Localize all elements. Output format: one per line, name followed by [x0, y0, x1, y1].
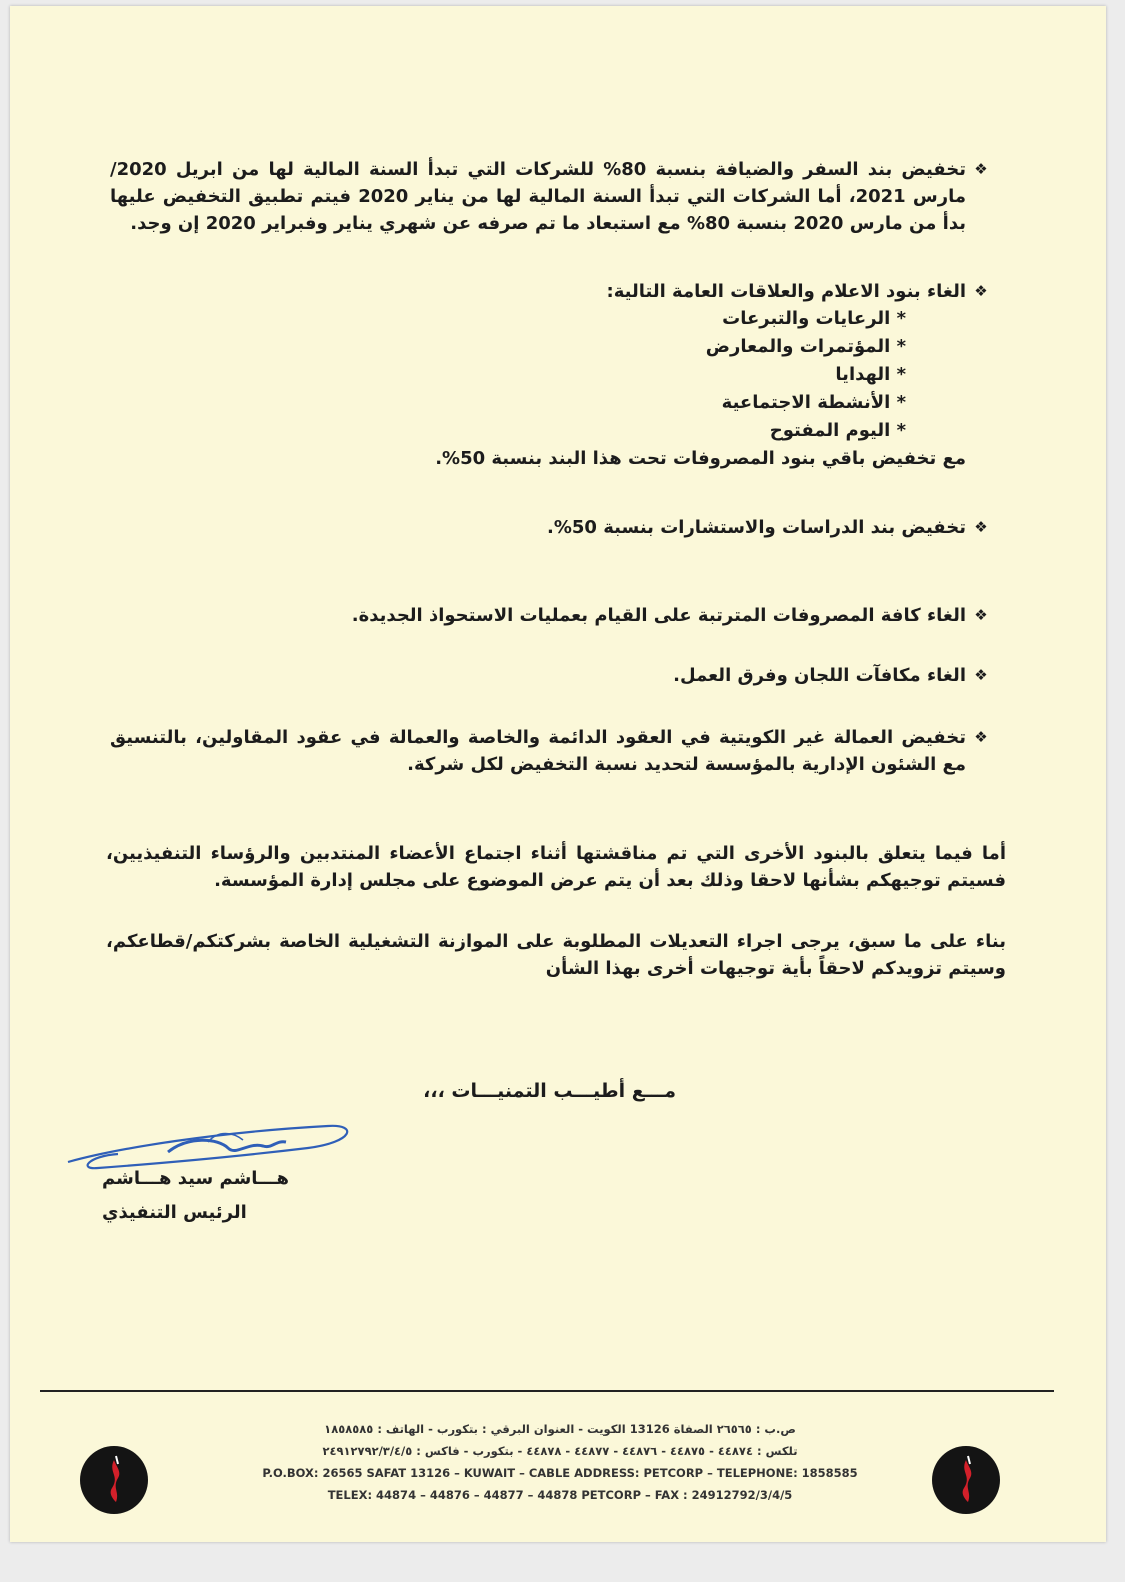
sub-list-item: * الأنشطة الاجتماعية: [721, 392, 906, 413]
diamond-bullet-icon: ❖: [974, 728, 988, 746]
paragraph: بناء على ما سبق، يرجى اجراء التعديلات المطلوبة على الموازنة التشغيلية الخاصة بشركتكم/قطاعكم، وسيتم تزويدكم لاحقاً بأية توجيهات أخرى بهذا الشأن: [106, 931, 1006, 979]
diamond-bullet-icon: ❖: [974, 606, 988, 624]
bullet-item: [110, 662, 996, 689]
footer-divider: [40, 1390, 1054, 1392]
sub-list-item: * الهدايا: [835, 364, 906, 385]
letter-page: [10, 6, 1106, 1542]
bullet-text: الغاء كافة المصروفات المترتبة على القيام بعمليات الاستحواذ الجديدة.: [351, 605, 966, 626]
bullet-text: تخفيض بند الدراسات والاستشارات بنسبة 50%.: [547, 517, 966, 538]
diamond-bullet-icon: ❖: [974, 282, 988, 300]
diamond-bullet-icon: ❖: [974, 518, 988, 536]
sub-list-item: * الرعايات والتبرعات: [722, 308, 906, 329]
bullet-item: [110, 724, 996, 778]
bullet-text: تخفيض بند السفر والضيافة بنسبة 80% للشركات التي تبدأ السنة المالية لها من ابريل 2020/ مارس 2021، أما الشركات التي تبدأ السنة المالية لها من يناير 2020 فيتم تطبيق التخفيض عليها بدأ من مارس 2020 بنسبة 80% مع استبعاد ما تم صرفه عن شهري يناير وفبراير 2020 إن وجد.: [110, 159, 966, 234]
diamond-bullet-icon: ❖: [974, 666, 988, 684]
sub-list: [110, 305, 906, 445]
closing-salutation: مـــع أطيـــب التمنيـــات ،،،: [423, 1080, 676, 1102]
bullet-item: [110, 514, 996, 541]
diamond-bullet-icon: ❖: [974, 160, 988, 178]
bullet-item: [110, 278, 996, 472]
bullet-item: [110, 602, 996, 629]
company-logo-icon: [932, 1446, 1000, 1514]
paragraph: أما فيما يتعلق بالبنود الأخرى التي تم مناقشتها أثناء اجتماع الأعضاء المنتدبين والرؤساء التنفيذيين، فسيتم توجيهكم بشأنها لاحقا وذلك بعد أن يتم عرض الموضوع على مجلس إدارة المؤسسة.: [106, 843, 1006, 891]
bullet-text: الغاء بنود الاعلام والعلاقات العامة التالية:: [606, 281, 966, 302]
footer-english-telex: TELEX: 44874 – 44876 – 44877 – 44878 PETCORP – FAX : 24912792/3/4/5: [327, 1488, 793, 1502]
footer-arabic-telex: تلكس : ٤٤٨٧٤ - ٤٤٨٧٥ - ٤٤٨٧٦ - ٤٤٨٧٧ - ٤٤٨٧٨ - بتكورب - فاكس : ٢٤٩١٢٧٩٢/٣/٤/٥: [322, 1444, 798, 1458]
footer-english-address: P.O.BOX: 26565 SAFAT 13126 – KUWAIT – CABLE ADDRESS: PETCORP – TELEPHONE: 1858585: [262, 1466, 858, 1480]
bullet-item: [110, 156, 996, 237]
signer-name: هـــاشم سيد هـــاشم: [102, 1168, 290, 1189]
footer-arabic-address: ص.ب : ٢٦٥٦٥ الصفاة 13126 الكويت - العنوان البرقي : بتكورب - الهاتف : ١٨٥٨٥٨٥: [324, 1422, 796, 1436]
bullet-text: الغاء مكافآت اللجان وفرق العمل.: [673, 665, 966, 686]
sub-list-item: * اليوم المفتوح: [769, 420, 906, 441]
signer-title: الرئيس التنفيذي: [102, 1202, 247, 1223]
company-logo-icon: [80, 1446, 148, 1514]
footer-address: [210, 1418, 910, 1506]
sub-note: مع تخفيض باقي بنود المصروفات تحت هذا البند بنسبة 50%.: [435, 448, 966, 469]
sub-list-item: * المؤتمرات والمعارض: [705, 336, 906, 357]
bullet-text: تخفيض العمالة غير الكويتية في العقود الدائمة والخاصة والعمالة في عقود المقاولين، بالتنسيق مع الشئون الإدارية بالمؤسسة لتحديد نسبة التخفيض لكل شركة.: [110, 727, 966, 775]
